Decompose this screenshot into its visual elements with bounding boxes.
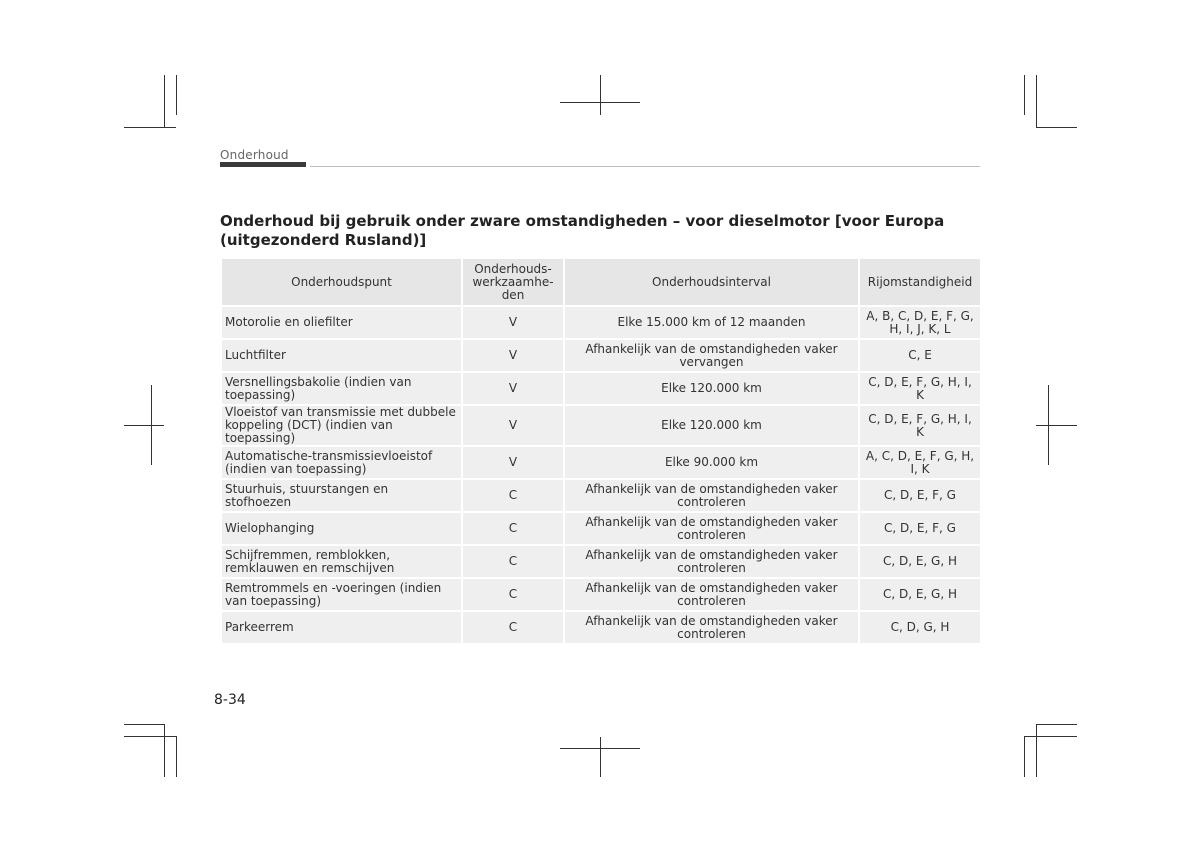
table-row bbox=[221, 306, 981, 339]
maintenance-item: Motorolie en oliefilter bbox=[221, 306, 462, 339]
maintenance-interval: Afhankelijk van de omstandigheden vaker controleren bbox=[564, 578, 859, 611]
driving-conditions: C, D, E, F, G bbox=[859, 479, 981, 512]
maintenance-work: V bbox=[462, 405, 564, 446]
maintenance-interval: Afhankelijk van de omstandigheden vaker controleren bbox=[564, 611, 859, 644]
maintenance-table bbox=[220, 257, 982, 645]
header-rule-thin bbox=[310, 166, 980, 167]
table-row bbox=[221, 611, 981, 644]
maintenance-item: Wielophanging bbox=[221, 512, 462, 545]
maintenance-item: Versnellingsbakolie (indien van toepassing) bbox=[221, 372, 462, 405]
driving-conditions: C, D, E, F, G, H, I, K bbox=[859, 405, 981, 446]
driving-conditions: A, B, C, D, E, F, G, H, I, J, K, L bbox=[859, 306, 981, 339]
column-header: Onderhouds-werkzaamhe-den bbox=[462, 258, 564, 306]
maintenance-item: Luchtfilter bbox=[221, 339, 462, 372]
column-header: Onderhoudsinterval bbox=[564, 258, 859, 306]
maintenance-item: Schijfremmen, remblokken, remklauwen en remschijven bbox=[221, 545, 462, 578]
driving-conditions: C, D, E, G, H bbox=[859, 578, 981, 611]
driving-conditions: C, D, E, F, G bbox=[859, 512, 981, 545]
maintenance-interval: Elke 90.000 km bbox=[564, 446, 859, 479]
table-row bbox=[221, 512, 981, 545]
maintenance-item: Vloeistof van transmissie met dubbele koppeling (DCT) (indien van toepassing) bbox=[221, 405, 462, 446]
maintenance-interval: Afhankelijk van de omstandigheden vaker controleren bbox=[564, 512, 859, 545]
page-number: 8-34 bbox=[214, 692, 246, 708]
maintenance-item: Automatische-transmissievloeistof (indien van toepassing) bbox=[221, 446, 462, 479]
maintenance-work: C bbox=[462, 512, 564, 545]
table-row bbox=[221, 405, 981, 446]
maintenance-item: Remtrommels en -voeringen (indien van toepassing) bbox=[221, 578, 462, 611]
maintenance-work: V bbox=[462, 339, 564, 372]
table-row bbox=[221, 545, 981, 578]
header-rule-thick bbox=[220, 162, 306, 167]
maintenance-work: V bbox=[462, 306, 564, 339]
maintenance-interval: Elke 120.000 km bbox=[564, 405, 859, 446]
maintenance-item: Parkeerrem bbox=[221, 611, 462, 644]
maintenance-work: V bbox=[462, 446, 564, 479]
table-row bbox=[221, 372, 981, 405]
column-header: Rijomstandigheid bbox=[859, 258, 981, 306]
driving-conditions: A, C, D, E, F, G, H, I, K bbox=[859, 446, 981, 479]
driving-conditions: C, E bbox=[859, 339, 981, 372]
maintenance-interval: Elke 15.000 km of 12 maanden bbox=[564, 306, 859, 339]
maintenance-work: C bbox=[462, 545, 564, 578]
maintenance-table-container bbox=[220, 257, 982, 645]
table-header-row bbox=[221, 258, 981, 306]
table-row bbox=[221, 446, 981, 479]
driving-conditions: C, D, E, F, G, H, I, K bbox=[859, 372, 981, 405]
table-row bbox=[221, 578, 981, 611]
maintenance-work: C bbox=[462, 611, 564, 644]
maintenance-interval: Elke 120.000 km bbox=[564, 372, 859, 405]
table-row bbox=[221, 479, 981, 512]
maintenance-work: V bbox=[462, 372, 564, 405]
maintenance-item: Stuurhuis, stuurstangen en stofhoezen bbox=[221, 479, 462, 512]
maintenance-interval: Afhankelijk van de omstandigheden vaker controleren bbox=[564, 545, 859, 578]
maintenance-work: C bbox=[462, 578, 564, 611]
maintenance-work: C bbox=[462, 479, 564, 512]
section-title: Onderhoud bij gebruik onder zware omstandigheden – voor dieselmotor [voor Europa (uitgezonderd Rusland)] bbox=[220, 212, 945, 249]
table-row bbox=[221, 339, 981, 372]
column-header: Onderhoudspunt bbox=[221, 258, 462, 306]
driving-conditions: C, D, G, H bbox=[859, 611, 981, 644]
maintenance-interval: Afhankelijk van de omstandigheden vaker controleren bbox=[564, 479, 859, 512]
driving-conditions: C, D, E, G, H bbox=[859, 545, 981, 578]
running-header: Onderhoud bbox=[220, 148, 289, 162]
maintenance-interval: Afhankelijk van de omstandigheden vaker vervangen bbox=[564, 339, 859, 372]
